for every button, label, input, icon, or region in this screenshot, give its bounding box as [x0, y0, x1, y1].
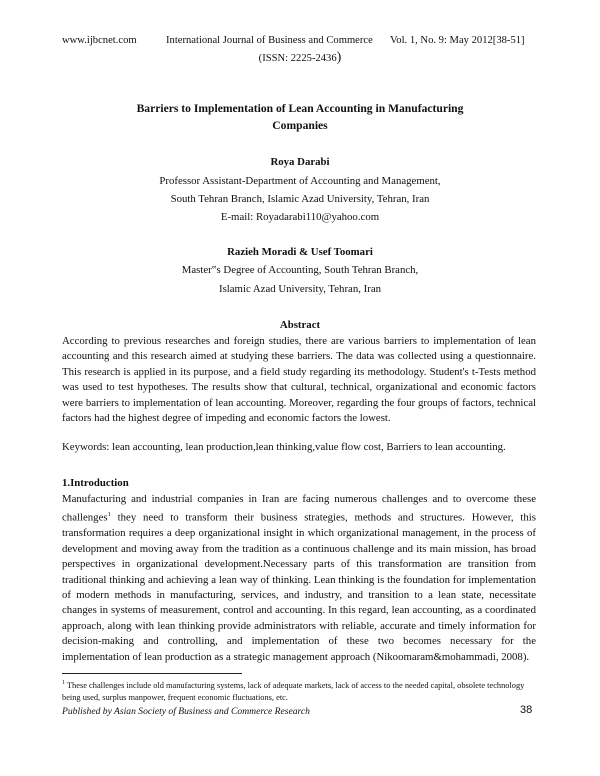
author2-affiliation-2: Islamic Azad University, Tehran, Iran — [218, 283, 382, 295]
introduction-heading: 1.Introduction — [62, 477, 129, 489]
author1-name: Roya Darabi — [270, 156, 330, 168]
header-volume: Vol. 1, No. 9: May 2012[38-51] — [390, 35, 525, 46]
footer-publisher: Published by Asian Society of Business and Commerce Research — [62, 706, 310, 717]
footnote-reference: 1 — [107, 511, 111, 519]
author2-name: Razieh Moradi & Usef Toomari — [227, 246, 373, 258]
header-issn-close: ) — [336, 50, 342, 65]
footnote-mark: 1 — [62, 680, 65, 686]
page-number: 38 — [520, 704, 533, 716]
paper-title-line-2: Companies — [272, 119, 328, 132]
footnote-rule — [62, 673, 242, 674]
keywords: Keywords: lean accounting, lean production,lean thinking,value flow cost, Barriers to lean accounting. — [62, 441, 506, 453]
footnote — [62, 677, 536, 704]
introduction-text-part-2: they need to transform their business strategies, methods and structures. However, this transformation requires a deep organizational insight in which organizational management, in the process of development and moving away from the tradition as a continuous challenge and its main mission, has broad perspectives in organizational development.Necessary parts of this transformation are transition from traditional thinking and achieving a lean way of thinking. Lean thinking is the foundation for implementation of modern methods in manufacturing, services, and industry, and transition to a lean state, necessitate changes in systems of measurement, control and accounting. In this regard, lean accounting, as a coordinated approach, along with lean thinking provide administrators with reliable, accurate and timely information for decision-making and controlling, and implementation of these two becomes necessary for the implementation of lean production as a strategic management approach (Nikoomaram&mohammadi, 2008). — [62, 512, 536, 663]
paper-title-line-1: Barriers to Implementation of Lean Accounting in Manufacturing — [136, 102, 464, 115]
introduction-text-part-1: Manufacturing and industrial companies in Iran are facing numerous challenges and to overcome these challenges — [62, 493, 536, 524]
paper-title — [0, 100, 600, 134]
header-issn: (ISSN: 2225-2436 — [258, 53, 337, 64]
abstract-text: According to previous researches and foreign studies, there are various barriers to implementation of lean accounting and this research aimed at studying these barriers. The data was collected using a questionnaire. This research is applied in its purpose, and a field study regarding its methodology. Student's t-Tests method was used to test hypotheses. The results show that cultural, technical, organizational and economic factors were barriers to implementation of lean accounting. Moreover, regarding the four groups of factors, technical factors had the highest degree of impeding and economic factors the lowest. — [62, 335, 536, 425]
author2-affiliation-1: Master‟s Degree of Accounting, South Tehran Branch, — [181, 264, 419, 276]
author1-affiliation-1: Professor Assistant-Department of Accounting and Management, — [159, 175, 441, 187]
author1-email: E-mail: Royadarabi110@yahoo.com — [220, 211, 380, 223]
header-journal: International Journal of Business and Commerce — [166, 35, 373, 46]
introduction-text — [62, 492, 536, 665]
abstract-heading: Abstract — [279, 319, 321, 331]
author1-affiliation-2: South Tehran Branch, Islamic Azad University, Tehran, Iran — [170, 193, 430, 205]
header-website: www.ijbcnet.com — [62, 35, 137, 46]
header-issn-line — [0, 50, 600, 66]
footnote-text: These challenges include old manufacturing systems, lack of adequate markets, lack of access to the needed capital, obsolete technology being used, surplus manpower, frequent economic fluctuations, etc. — [62, 680, 525, 702]
